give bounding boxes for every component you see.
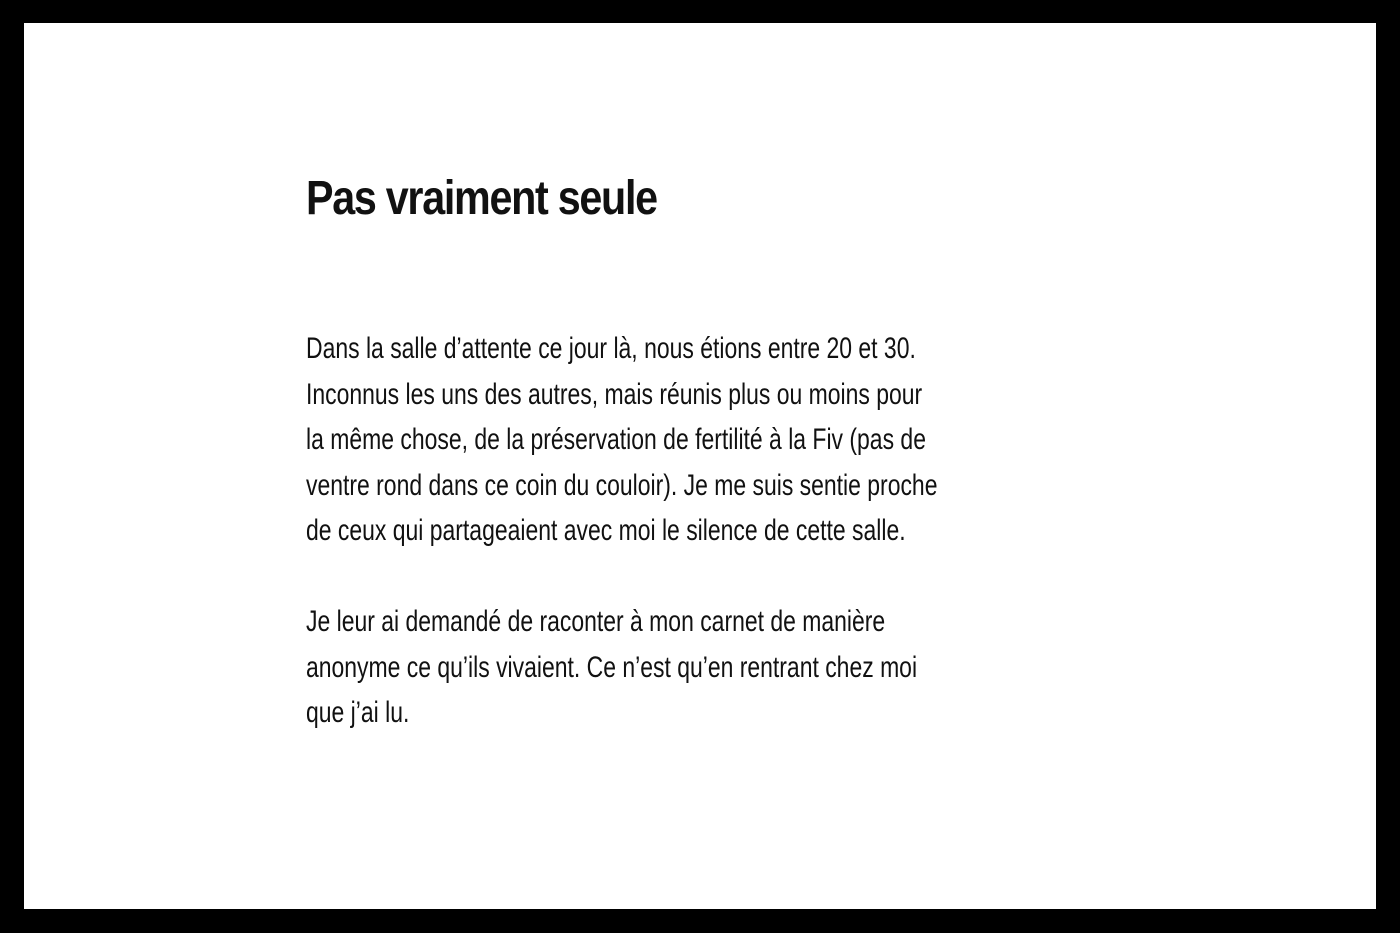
body-text xyxy=(306,326,995,736)
paragraph-2 xyxy=(306,599,995,736)
text-line: Je leur ai demandé de raconter à mon carnet de manière xyxy=(306,605,886,638)
text-line: la même chose, de la préservation de fertilité à la Fiv (pas de xyxy=(306,423,926,456)
text-line: ventre rond dans ce coin du couloir). Je me suis sentie proche xyxy=(306,468,938,502)
page xyxy=(24,23,1376,909)
text-line: de ceux qui partageaient avec moi le silence de cette salle. xyxy=(306,514,906,547)
text-line: anonyme ce qu’ils vivaient. Ce n’est qu’en rentrant chez moi xyxy=(306,650,918,684)
text-line: Inconnus les uns des autres, mais réunis plus ou moins pour xyxy=(306,377,923,411)
text-line: que j’ai lu. xyxy=(306,696,410,729)
page-title: Pas vraiment seule xyxy=(306,172,657,225)
text-line: Dans la salle d’attente ce jour là, nous étions entre 20 et 30. xyxy=(306,332,916,365)
paragraph-1 xyxy=(306,326,995,554)
